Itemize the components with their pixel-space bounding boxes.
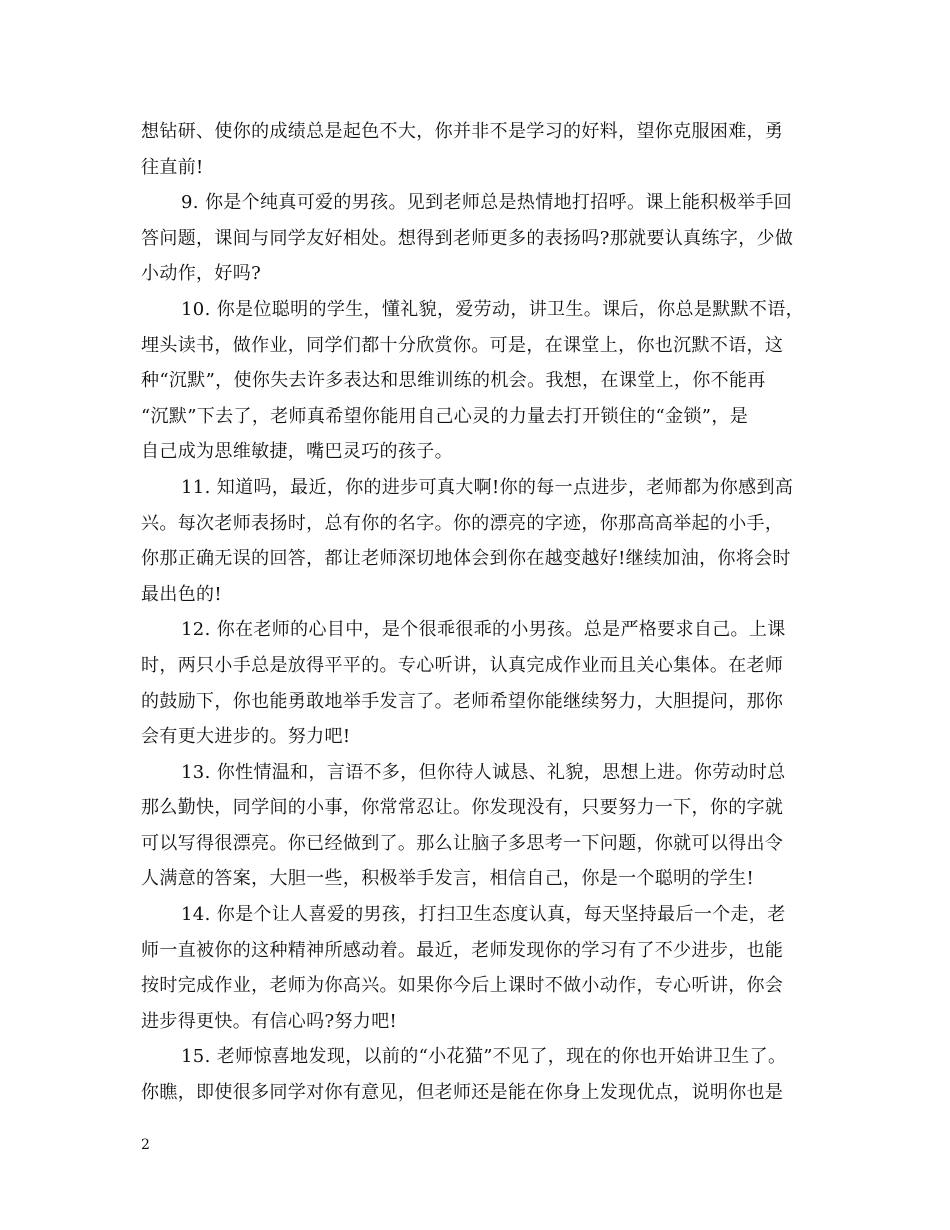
text-line: “沉默”下去了，老师真希望你能用自己心灵的力量去打开锁住的“金锁”，是 bbox=[141, 405, 749, 427]
text-line: 你瞧，即使很多同学对你有意见，但老师还是能在你身上发现优点，说明你也是 bbox=[141, 1082, 784, 1104]
text-line: 那么勤快，同学间的小事，你常常忍让。你发现没有，只要努力一下，你的字就 bbox=[141, 797, 784, 819]
text-line: 9. 你是个纯真可爱的男孩。见到老师总是热情地打招呼。课上能积极举手回 bbox=[181, 192, 793, 214]
text-line: 会有更大进步的。努力吧! bbox=[141, 726, 351, 748]
paragraph-item-9 bbox=[141, 185, 813, 292]
text-line: 15. 老师惊喜地发现，以前的“小花猫”不见了，现在的你也开始讲卫生了。 bbox=[181, 1046, 787, 1068]
text-line: 你那正确无误的回答，都让老师深切地体会到你在越变越好!继续加油，你将会时 bbox=[141, 548, 791, 570]
text-line: 按时完成作业，老师为你高兴。如果你今后上课时不做小动作，专心听讲，你会 bbox=[141, 975, 784, 997]
text-line: 时，两只小手总是放得平平的。专心听讲，认真完成作业而且关心集体。在老师 bbox=[141, 654, 784, 676]
text-line: 可以写得很漂亮。你已经做到了。那么让脑子多思考一下问题，你就可以得出令 bbox=[141, 832, 784, 854]
text-line: 往直前! bbox=[141, 156, 204, 178]
paragraph-item-15 bbox=[141, 1039, 813, 1110]
text-line: 12. 你在老师的心目中，是个很乖很乖的小男孩。总是严格要求自己。上课 bbox=[181, 619, 786, 641]
text-line: 师一直被你的这种精神所感动着。最近，老师发现你的学习有了不少进步，也能 bbox=[141, 939, 784, 961]
paragraph-item-13 bbox=[141, 755, 813, 897]
text-line: 埋头读书，做作业，同学们都十分欣赏你。可是，在课堂上，你也沉默不语，这 bbox=[141, 334, 784, 356]
text-line: 兴。每次老师表扬时，总有你的名字。你的漂亮的字迹，你那高高举起的小手， bbox=[141, 512, 784, 534]
text-line: 13. 你性情温和，言语不多，但你待人诚恳、礼貌，思想上进。你劳动时总 bbox=[181, 761, 786, 783]
text-line: 小动作，好吗? bbox=[141, 263, 262, 285]
text-line: 的鼓励下，你也能勇敢地举手发言了。老师希望你能继续努力，大胆提问，那你 bbox=[141, 690, 784, 712]
paragraph-item-14 bbox=[141, 897, 813, 1039]
text-line: 最出色的! bbox=[141, 583, 222, 605]
text-line: 人满意的答案，大胆一些，积极举手发言，相信自己，你是一个聪明的学生! bbox=[141, 868, 755, 890]
paragraph-item-12 bbox=[141, 612, 813, 754]
text-line: 种“沉默”，使你失去许多表达和思维训练的机会。我想，在课堂上，你不能再 bbox=[141, 370, 766, 392]
paragraph-item-10 bbox=[141, 292, 813, 470]
text-line: 14. 你是个让人喜爱的男孩，打扫卫生态度认真，每天坚持最后一个走，老 bbox=[181, 904, 786, 926]
paragraph-continuation bbox=[141, 114, 813, 185]
paragraph-item-11 bbox=[141, 470, 813, 612]
text-line: 答问题，课间与同学友好相处。想得到老师更多的表扬吗?那就要认真练字，少做 bbox=[141, 227, 794, 249]
text-line: 10. 你是位聪明的学生，懂礼貌，爱劳动，讲卫生。课后，你总是默默不语， bbox=[181, 298, 804, 320]
text-line: 11. 知道吗，最近，你的进步可真大啊!你的每一点进步，老师都为你感到高 bbox=[181, 476, 794, 498]
text-line: 进步得更快。有信心吗?努力吧! bbox=[141, 1010, 398, 1032]
text-line: 想钻研、使你的成绩总是起色不大，你并非不是学习的好料，望你克服困难，勇 bbox=[141, 121, 784, 142]
text-line: 自己成为思维敏捷，嘴巴灵巧的孩子。 bbox=[141, 441, 453, 463]
page-number: 2 bbox=[141, 1137, 150, 1153]
document-body bbox=[141, 114, 813, 1111]
